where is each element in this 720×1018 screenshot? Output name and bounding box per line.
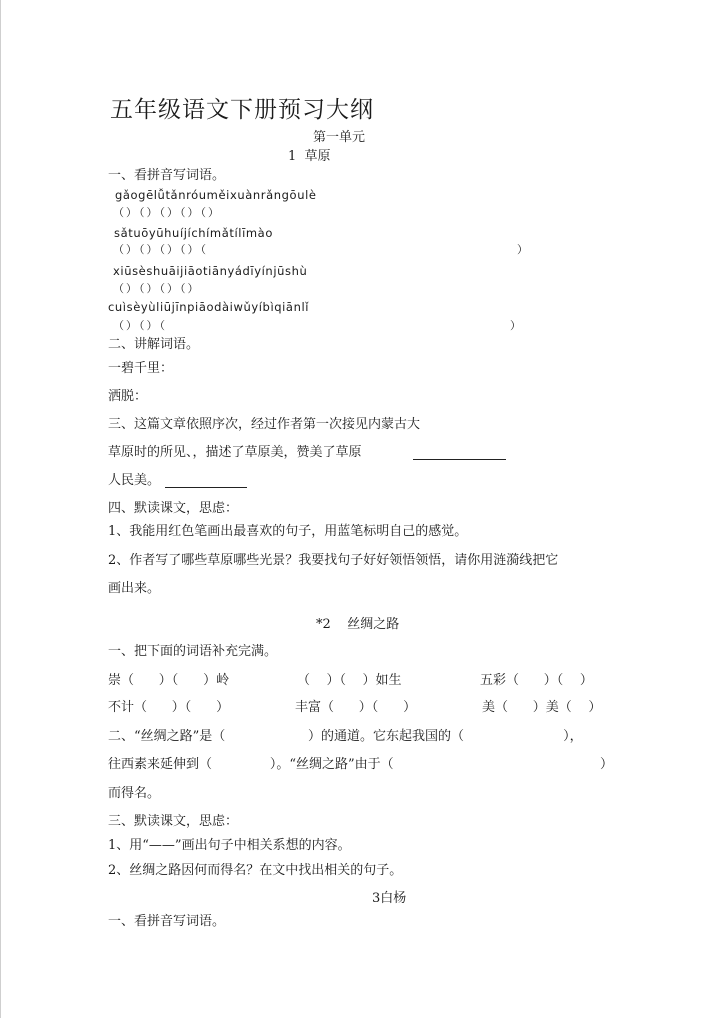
lesson2-section1: 一、把下面的词语补充完满。 — [108, 644, 278, 659]
pinyin-line-2: sǎtuōyūhuíjíchímǎtílīmào — [114, 226, 273, 240]
lesson3-title: 3白杨 — [372, 891, 407, 906]
lesson2-section2-line1: 二、“丝绸之路”是（ ）的通道。它东起我国的（ ）， — [108, 729, 583, 744]
answer-parens-2-end: ） — [517, 243, 528, 256]
lesson2-question1: 1、用“——”画出句子中相关系想的内容。 — [108, 838, 351, 853]
lesson1-title: 1 草原 — [288, 149, 331, 164]
lesson2-row2-col3: 美（ ）美（ ） — [482, 700, 602, 715]
lesson1-section2: 二、讲解词语。 — [108, 337, 200, 352]
answer-parens-3: （）（）（）（） — [113, 282, 201, 295]
lesson1-section3-line3: 人民美。 — [108, 473, 161, 488]
lesson2-section3: 三、默读课文，思虑： — [108, 814, 239, 829]
lesson2-row1-col3: 五彩（ ）（ ） — [480, 673, 593, 688]
fill-blank-2 — [165, 487, 247, 488]
lesson1-question1: 1、我能用红色笔画出最喜欢的句子，用蓝笔标明自己的感觉。 — [108, 524, 468, 539]
lesson2-row2-col1: 不计（ ）（ ） — [108, 700, 230, 715]
lesson1-section1: 一、看拼音写词语。 — [108, 168, 226, 183]
word-satuo: 洒脱： — [108, 389, 148, 404]
lesson2-row2-col2: 丰富（ ）（ ） — [295, 700, 417, 715]
pinyin-line-3: xiūsèshuāijiāotiānyádīyínjūshù — [113, 264, 308, 278]
lesson2-row1-col1: 崇（ ）（ ）岭 — [108, 673, 230, 688]
lesson1-question2-line2: 画出来。 — [108, 581, 161, 596]
lesson2-question2: 2、丝绸之路因何而得名？在文中找出相关的句子。 — [108, 863, 403, 878]
answer-parens-4-end: ） — [510, 319, 521, 332]
document-title: 五年级语文下册预习大纲 — [110, 97, 374, 123]
pinyin-line-1: gǎogēlǚtǎnróuměixuànrǎngōulè — [115, 188, 317, 202]
page-edge — [0, 0, 1, 1018]
lesson1-question2-line1: 2、作者写了哪些草原哪些光景？我要找句子好好领悟领悟，请你用涟漪线把它 — [108, 553, 559, 568]
answer-parens-4: （）（）（ — [113, 319, 167, 332]
pinyin-line-4: cuìsèyùliūjīnpiāodàiwǔyíbìqiānlǐ — [108, 300, 310, 314]
answer-parens-2: （）（）（）（）（ — [113, 243, 208, 256]
fill-blank-1 — [413, 459, 506, 460]
lesson2-row1-col2: （ ）（ ）如生 — [297, 673, 402, 688]
lesson1-section4: 四、默读课文，思虑： — [108, 501, 239, 516]
unit-heading: 第一单元 — [313, 130, 366, 145]
lesson2-section2-line2: 往西素来延伸到（ ）。“丝绸之路”由于（ — [108, 757, 394, 772]
lesson1-section3-line2: 草原时的所见、，描述了草原美，赞美了草原 — [108, 445, 362, 460]
lesson2-section2-line2-end: ） — [600, 757, 614, 772]
lesson3-section1: 一、看拼音写词语。 — [108, 914, 226, 929]
lesson2-title: *2 丝绸之路 — [316, 617, 400, 632]
lesson2-section2-line3: 而得名。 — [108, 786, 161, 801]
answer-parens-1: （）（）（）（）（） — [113, 206, 221, 219]
lesson1-section3-line1: 三、这篇文章依照序次，经过作者第一次接见内蒙古大 — [108, 417, 421, 432]
word-yibiqianli: 一碧千里： — [108, 361, 174, 376]
